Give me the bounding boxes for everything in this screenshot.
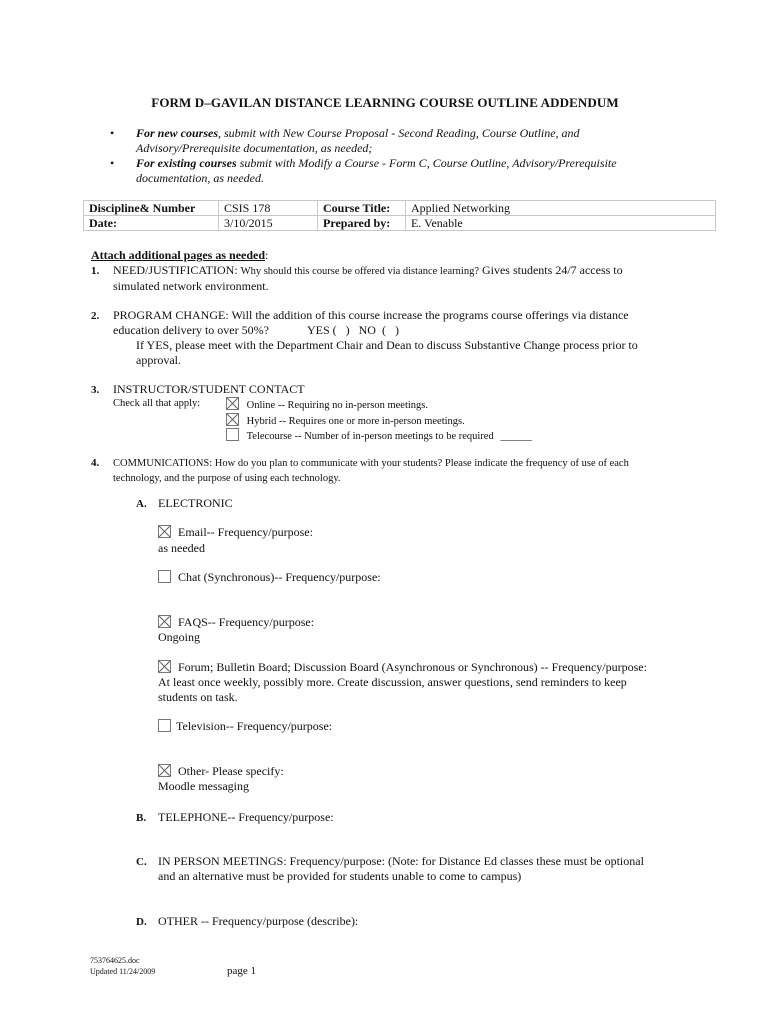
email-checkbox[interactable]	[158, 525, 171, 538]
television-label: Television-- Frequency/purpose:	[176, 719, 333, 733]
table-row	[84, 201, 716, 216]
subsection-letter: C.	[136, 856, 147, 868]
subsection-other: OTHER -- Frequency/purpose (describe):	[158, 914, 359, 928]
forum-answer-line2: students on task.	[158, 690, 238, 704]
section-program-change	[113, 308, 713, 368]
attach-text: Attach additional pages as needed	[91, 248, 266, 262]
bullet-text: submit with Modify a Course - Form C, Course Outline, Advisory/Prerequisite documentation, as needed.	[136, 156, 617, 185]
bullet-bold: For new courses	[136, 126, 219, 140]
date-label: Date:	[84, 216, 219, 231]
email-answer: as needed	[158, 541, 205, 555]
discipline-label: Discipline& Number	[84, 201, 219, 216]
instruction-bullet-new	[110, 126, 650, 156]
in-person-line1: IN PERSON MEETINGS: Frequency/purpose: (Note: for Distance Ed classes these must be optional	[158, 854, 644, 868]
option-television	[158, 719, 332, 734]
footer-doc-name: 753764625.doc	[90, 956, 140, 965]
date-value: 3/10/2015	[219, 216, 318, 231]
attach-note	[91, 248, 268, 263]
telecourse-checkbox[interactable]	[226, 428, 239, 441]
forum-checkbox[interactable]	[158, 660, 171, 673]
chat-checkbox[interactable]	[158, 570, 171, 583]
section-answer: Gives students 24/7 access to	[481, 263, 623, 277]
footer-page-number: page 1	[227, 965, 257, 977]
subsection-letter: B.	[136, 812, 147, 824]
subsection-in-person	[158, 854, 718, 884]
faqs-answer: Ongoing	[158, 630, 200, 644]
subsection-electronic: ELECTRONIC	[158, 496, 233, 510]
discipline-value: CSIS 178	[219, 201, 318, 216]
communications-line2: technology, and the purpose of using each technology.	[113, 473, 341, 484]
option-email	[158, 525, 313, 540]
program-change-line2: education delivery to over 50%?	[113, 323, 269, 337]
option-hybrid	[226, 413, 465, 427]
section-number: 3.	[91, 384, 100, 396]
option-forum	[158, 660, 647, 675]
online-checkbox[interactable]	[226, 397, 239, 410]
email-label: Email-- Frequency/purpose:	[178, 525, 313, 539]
forum-label: Forum; Bulletin Board; Discussion Board (Asynchronous or Synchronous) -- Frequency/purpose:	[178, 660, 647, 674]
footer-updated: Updated 11/24/2009	[90, 967, 156, 976]
section-question: Why should this course be offered via distance learning?	[240, 266, 479, 277]
bullet-icon: •	[110, 156, 115, 170]
table-row	[84, 216, 716, 231]
prepared-by-label: Prepared by:	[318, 216, 406, 231]
hybrid-checkbox[interactable]	[226, 413, 239, 426]
program-change-line3: If YES, please meet with the Department Chair and Dean to discuss Substantive Change process prior to	[136, 338, 638, 352]
section-heading-contact: INSTRUCTOR/STUDENT CONTACT	[113, 382, 305, 396]
communications-line1: COMMUNICATIONS: How do you plan to communicate with your students? Please indicate the frequency of use of each	[113, 458, 629, 469]
yes-no-choice: YES ( ) NO ( )	[306, 323, 399, 337]
option-online	[226, 397, 428, 411]
bullet-icon: •	[110, 126, 115, 140]
option-faqs	[158, 615, 314, 630]
bullet-bold: For existing courses	[136, 156, 237, 170]
faqs-label: FAQS-- Frequency/purpose:	[178, 615, 315, 629]
section-communications	[113, 456, 733, 486]
check-all-label: Check all that apply:	[113, 398, 201, 409]
program-change-line1: PROGRAM CHANGE: Will the addition of this course increase the programs course offerings via distance	[113, 308, 629, 322]
section-need-justification	[113, 263, 713, 294]
section-number: 4.	[91, 457, 100, 469]
option-chat	[158, 570, 381, 585]
other-label: Other- Please specify:	[178, 764, 284, 778]
attach-colon: :	[265, 248, 269, 262]
subsection-letter: A.	[136, 498, 147, 510]
program-change-line4: approval.	[136, 353, 181, 367]
in-person-line2: and an alternative must be provided for students unable to come to campus)	[158, 869, 522, 883]
subsection-letter: D.	[136, 916, 147, 928]
subsection-telephone: TELEPHONE-- Frequency/purpose:	[158, 810, 334, 824]
prepared-by-value: E. Venable	[406, 216, 716, 231]
course-info-table	[83, 200, 716, 231]
online-label: Online -- Requiring no in-person meetings.	[246, 400, 429, 411]
hybrid-label: Hybrid -- Requires one or more in-person meetings.	[246, 416, 465, 427]
section-number: 2.	[91, 310, 100, 322]
form-title: FORM D–GAVILAN DISTANCE LEARNING COURSE OUTLINE ADDENDUM	[151, 95, 619, 110]
forum-answer-line1: At least once weekly, possibly more. Create discussion, answer questions, send reminders to keep	[158, 675, 627, 689]
bullet-text: , submit with New Course Proposal - Second Reading, Course Outline, and Advisory/Prerequisite documentation, as needed;	[136, 126, 580, 155]
faqs-checkbox[interactable]	[158, 615, 171, 628]
section-heading: NEED/JUSTIFICATION:	[113, 263, 238, 277]
telecourse-blank: ______	[500, 431, 532, 442]
television-checkbox[interactable]	[158, 719, 171, 732]
other-checkbox[interactable]	[158, 764, 171, 777]
section-answer-cont: simulated network environment.	[113, 279, 269, 293]
option-telecourse	[226, 428, 532, 442]
course-title-value: Applied Networking	[406, 201, 716, 216]
option-other	[158, 764, 284, 779]
course-title-label: Course Title:	[318, 201, 406, 216]
telecourse-label: Telecourse -- Number of in-person meetings to be required	[246, 431, 494, 442]
forum-answer	[158, 675, 718, 705]
instruction-bullet-existing	[110, 156, 650, 186]
other-answer: Moodle messaging	[158, 779, 249, 793]
section-number: 1.	[91, 265, 100, 277]
chat-label: Chat (Synchronous)-- Frequency/purpose:	[178, 570, 381, 584]
